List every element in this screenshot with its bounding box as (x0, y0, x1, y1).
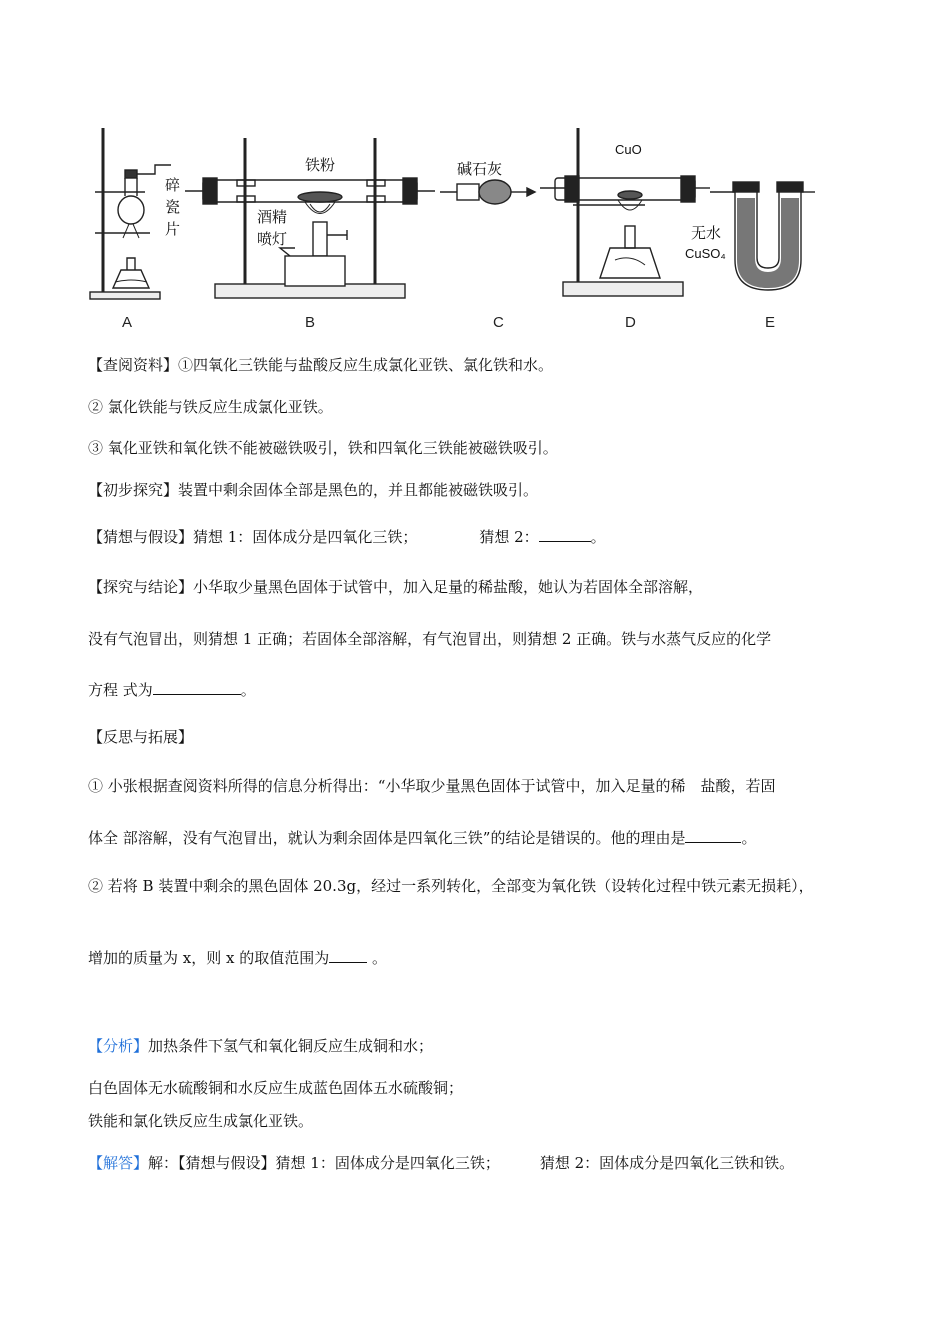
line-explore-1: 【探究与结论】小华取少量黑色固体于试管中，加入足量的稀盐酸，她认为若固体全部溶解， (88, 578, 704, 596)
fig-a-text (165, 176, 180, 238)
fig-b-lamp1: 酒精 (257, 208, 288, 226)
apparatus-a (90, 128, 171, 299)
line-reflect-3: ② 若将 B 装置中剩余的黑色固体 20.3g，经过一系列转化，全部变为氧化铁（设转化过程中铁元素无损耗）， (88, 877, 814, 895)
line-range (88, 947, 878, 969)
line-lookup-3: ③ 氧化亚铁和氧化铁不能被磁铁吸引，铁和四氧化三铁能被磁铁吸引。 (88, 439, 558, 457)
line-reflect-title: 【反思与拓展】 (88, 728, 194, 746)
fig-c-top: 碱石灰 (457, 160, 503, 178)
line-equation (88, 679, 878, 701)
analysis-text: 加热条件下氢气和氧化铜反应生成铜和水； (148, 1037, 434, 1055)
fig-b-top: 铁粉 (305, 156, 336, 174)
answer-hyp-2: 猜想 2：固体成分是四氧化三铁和铁。 (539, 1154, 795, 1172)
answer-blank-4[interactable] (329, 948, 367, 963)
line-reflect-1: ① 小张根据查阅资料所得的信息分析得出：“小华取少量黑色固体于试管中，加入足量的稀 盐酸，若固 (88, 777, 776, 795)
apparatus-c (440, 180, 535, 204)
answer-blank-3[interactable] (685, 828, 741, 843)
line-answer (88, 1152, 878, 1174)
hypothesis-2-label: 猜想 2： (479, 528, 539, 546)
hypothesis-end: 。 (590, 528, 606, 546)
fig-label-a: A (122, 314, 133, 331)
fig-label-e: E (765, 314, 776, 331)
hypothesis-1: 【猜想与假设】猜想 1：固体成分是四氧化三铁； (88, 528, 418, 546)
line-preliminary: 【初步探究】装置中剩余固体全部是黑色的，并且都能被磁铁吸引。 (88, 481, 539, 499)
fig-a-char1: 碎 (165, 176, 181, 194)
line-lookup-1: 【查阅资料】①四氧化三铁能与盐酸反应生成氯化亚铁、氯化铁和水。 (88, 356, 554, 374)
answer-tag: 【解答】 (88, 1154, 149, 1172)
fig-label-d: D (625, 314, 636, 331)
line-explore-2: 没有气泡冒出，则猜想 1 正确；若固体全部溶解，有气泡冒出，则猜想 2 正确。铁与水蒸气反应的化学 (88, 630, 772, 648)
fig-e-side2: CuSO₄ (685, 246, 726, 261)
fig-label-c: C (493, 314, 504, 331)
equation-label: 方程 式为 (88, 681, 153, 699)
equation-end: 。 (240, 681, 256, 699)
apparatus-e (710, 182, 815, 290)
fig-e-side1: 无水 (691, 224, 722, 242)
apparatus-drawing (85, 120, 875, 340)
line-reflect-2 (88, 827, 878, 849)
fig-a-char2: 瓷 (165, 198, 181, 216)
answer-hyp-1: 解：【猜想与假设】猜想 1：固体成分是四氧化三铁； (148, 1154, 500, 1172)
analysis-tag: 【分析】 (88, 1037, 149, 1055)
line-analysis-3: 铁能和氯化铁反应生成氯化亚铁。 (88, 1112, 314, 1130)
reflect-2-end: 。 (741, 829, 757, 847)
line-analysis (88, 1035, 878, 1057)
line-lookup-2: ② 氯化铁能与铁反应生成氯化亚铁。 (88, 398, 333, 416)
fig-a-char3: 片 (165, 220, 181, 238)
line-analysis-2: 白色固体无水硫酸铜和水反应生成蓝色固体五水硫酸铜； (88, 1079, 464, 1097)
fig-label-b: B (305, 314, 316, 331)
answer-blank-2[interactable] (153, 680, 241, 695)
line-hypothesis (88, 526, 878, 548)
fig-d-top: CuO (615, 142, 642, 157)
range-end: 。 (367, 949, 388, 967)
fig-b-lamp2: 喷灯 (257, 230, 288, 248)
reflect-2-text: 体全 部溶解，没有气泡冒出，就认为剩余固体是四氧化三铁”的结论是错误的。他的理由是 (88, 829, 686, 847)
range-text: 增加的质量为 x，则 x 的取值范围为 (88, 949, 330, 967)
apparatus-figure (85, 120, 875, 340)
answer-blank-1[interactable] (539, 527, 591, 542)
